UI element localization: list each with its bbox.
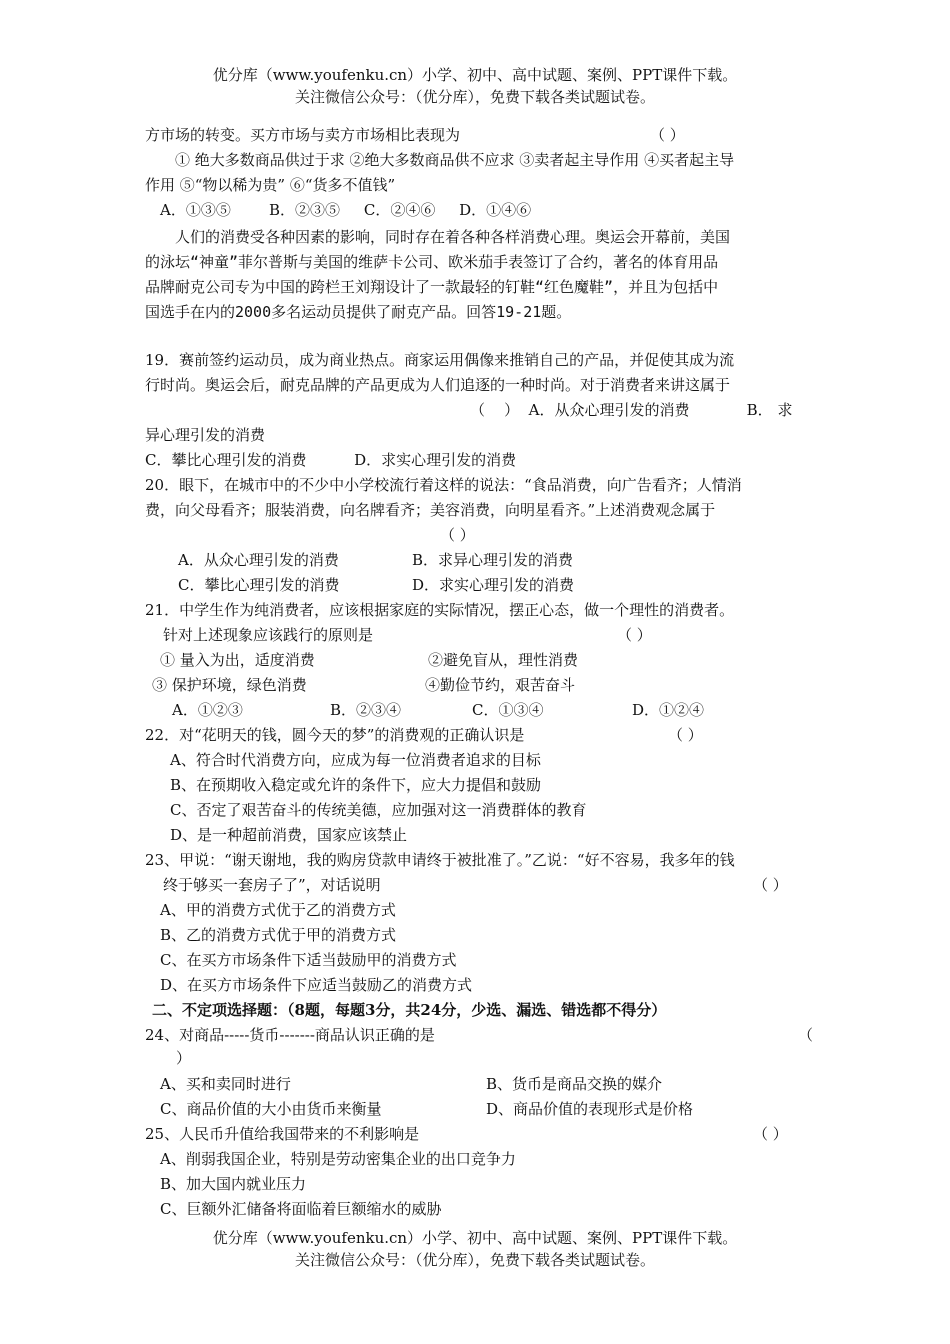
passage-line-2: 的泳坛“神童”菲尔普斯与美国的维萨卡公司、欧米茄手表签订了合约，著名的体育用品 bbox=[145, 253, 719, 271]
q23-option-a: A、甲的消费方式优于乙的消费方式 bbox=[160, 901, 396, 919]
q18-choices: A．①③⑤ B．②③⑤ C．②④⑥ D．①④⑥ bbox=[160, 201, 532, 219]
q21-choice-c: C．①③④ bbox=[472, 701, 544, 719]
q21-line-2: 针对上述现象应该践行的原则是 bbox=[163, 626, 374, 644]
q23-line-2: 终于够买一套房子了”，对话说明 bbox=[163, 876, 381, 894]
q24-bracket-close: ） bbox=[176, 1049, 192, 1067]
footer-line-2: 关注微信公众号：（优分库），免费下载各类试题试卷。 bbox=[294, 1251, 655, 1269]
q22-line-1: 22．对“花明天的钱，圆今天的梦”的消费观的正确认识是 bbox=[145, 726, 525, 744]
q25-answer-bracket: （ ） bbox=[753, 1125, 788, 1143]
q18-text: 方市场的转变。买方市场与卖方市场相比表现为 bbox=[145, 126, 461, 144]
q20-line-2: 费，向父母看齐；服装消费，向名牌看齐；美容消费，向明星看齐。”上述消费观念属于 bbox=[145, 501, 716, 519]
q21-option-2: ②避免盲从，理性消费 bbox=[428, 651, 579, 669]
section-2-title: 二、不定项选择题：（8题，每题3分，共24分，少选、漏选、错选都不得分） bbox=[152, 1001, 667, 1019]
q24-line-1: 24、对商品-----货币-------商品认识正确的是 bbox=[145, 1026, 435, 1044]
q23-answer-bracket: （ ） bbox=[753, 876, 788, 894]
q20-option-c: C．攀比心理引发的消费 bbox=[178, 576, 340, 594]
q23-option-b: B、乙的消费方式优于甲的消费方式 bbox=[160, 926, 397, 944]
passage-line-4: 国选手在内的2000多名运动员提供了耐克产品。回答19-21题。 bbox=[145, 303, 572, 321]
q22-option-a: A、符合时代消费方向，应成为每一位消费者追求的目标 bbox=[170, 751, 541, 769]
q22-option-c: C、否定了艰苦奋斗的传统美德，应加强对这一消费群体的教育 bbox=[170, 801, 587, 819]
q24-bracket-open: （ bbox=[798, 1026, 814, 1044]
q18-options-line-2: 作用 ⑤“物以稀为贵” ⑥“货多不值钱” bbox=[145, 176, 396, 194]
q19-line-3: （ ） A．从众心理引发的消费 B． 求 bbox=[470, 401, 793, 419]
q21-choice-a: A．①②③ bbox=[172, 701, 243, 719]
passage-line-3: 品牌耐克公司专为中国的跨栏王刘翔设计了一款最轻的钉鞋“红色魔鞋”，并且为包括中 bbox=[145, 278, 719, 296]
q21-option-3: ③ 保护环境，绿色消费 bbox=[152, 676, 307, 694]
header-line-2: 关注微信公众号：（优分库），免费下载各类试题试卷。 bbox=[294, 88, 655, 106]
q24-option-d: D、商品价值的表现形式是价格 bbox=[486, 1100, 694, 1118]
q19-line-5: C．攀比心理引发的消费 D．求实心理引发的消费 bbox=[145, 451, 517, 469]
header-line-1: 优分库（www.youfenku.cn）小学、初中、高中试题、案例、PPT课件下载。 bbox=[212, 66, 738, 84]
q23-option-c: C、在买方市场条件下适当鼓励甲的消费方式 bbox=[160, 951, 457, 969]
footer-line-1: 优分库（www.youfenku.cn）小学、初中、高中试题、案例、PPT课件下载。 bbox=[212, 1229, 738, 1247]
q21-answer-bracket: （ ） bbox=[617, 626, 652, 644]
q23-option-d: D、在买方市场条件下应适当鼓励乙的消费方式 bbox=[160, 976, 473, 994]
q23-line-1: 23、甲说：“谢天谢地，我的购房贷款申请终于被批准了。”乙说：“好不容易，我多年的钱 bbox=[145, 851, 735, 869]
q20-option-d: D．求实心理引发的消费 bbox=[412, 576, 575, 594]
q21-option-4: ④勤俭节约，艰苦奋斗 bbox=[425, 676, 576, 694]
q20-option-a: A．从众心理引发的消费 bbox=[178, 551, 339, 569]
q18-options-line-1: ① 绝大多数商品供过于求 ②绝大多数商品供不应求 ③卖者起主导作用 ④买者起主导 bbox=[175, 151, 735, 169]
q24-option-c: C、商品价值的大小由货币来衡量 bbox=[160, 1100, 382, 1118]
q22-answer-bracket: （ ） bbox=[668, 726, 703, 744]
q24-option-a: A、买和卖同时进行 bbox=[160, 1075, 291, 1093]
q25-option-b: B、加大国内就业压力 bbox=[160, 1175, 307, 1193]
q19-line-2: 行时尚。奥运会后，耐克品牌的产品更成为人们追逐的一种时尚。对于消费者来讲这属于 bbox=[145, 376, 731, 394]
q19-line-1: 19．赛前签约运动员，成为商业热点。商家运用偶像来推销自己的产品，并促使其成为流 bbox=[145, 351, 735, 369]
q20-answer-bracket: （ ） bbox=[440, 526, 475, 544]
q21-line-1: 21．中学生作为纯消费者，应该根据家庭的实际情况，摆正心态，做一个理性的消费者。 bbox=[145, 601, 735, 619]
q18-answer-bracket: （ ） bbox=[650, 126, 685, 144]
q20-line-1: 20．眼下，在城市中的不少中小学校流行着这样的说法：“食品消费，向广告看齐；人情消 bbox=[145, 476, 742, 494]
q21-choice-d: D．①②④ bbox=[632, 701, 705, 719]
q25-option-c: C、巨额外汇储备将面临着巨额缩水的威胁 bbox=[160, 1200, 442, 1218]
passage-line-1: 人们的消费受各种因素的影响，同时存在着各种各样消费心理。奥运会开幕前，美国 bbox=[175, 228, 731, 246]
q21-option-1: ① 量入为出，适度消费 bbox=[160, 651, 315, 669]
q22-option-b: B、在预期收入稳定或允许的条件下，应大力提倡和鼓励 bbox=[170, 776, 542, 794]
q24-option-b: B、货币是商品交换的媒介 bbox=[486, 1075, 663, 1093]
q21-choice-b: B．②③④ bbox=[330, 701, 402, 719]
q20-option-b: B．求异心理引发的消费 bbox=[412, 551, 574, 569]
q19-line-4: 异心理引发的消费 bbox=[145, 426, 266, 444]
q25-line-1: 25、人民币升值给我国带来的不利影响是 bbox=[145, 1125, 420, 1143]
q22-option-d: D、是一种超前消费，国家应该禁止 bbox=[170, 826, 408, 844]
q25-option-a: A、削弱我国企业，特别是劳动密集企业的出口竞争力 bbox=[160, 1150, 516, 1168]
